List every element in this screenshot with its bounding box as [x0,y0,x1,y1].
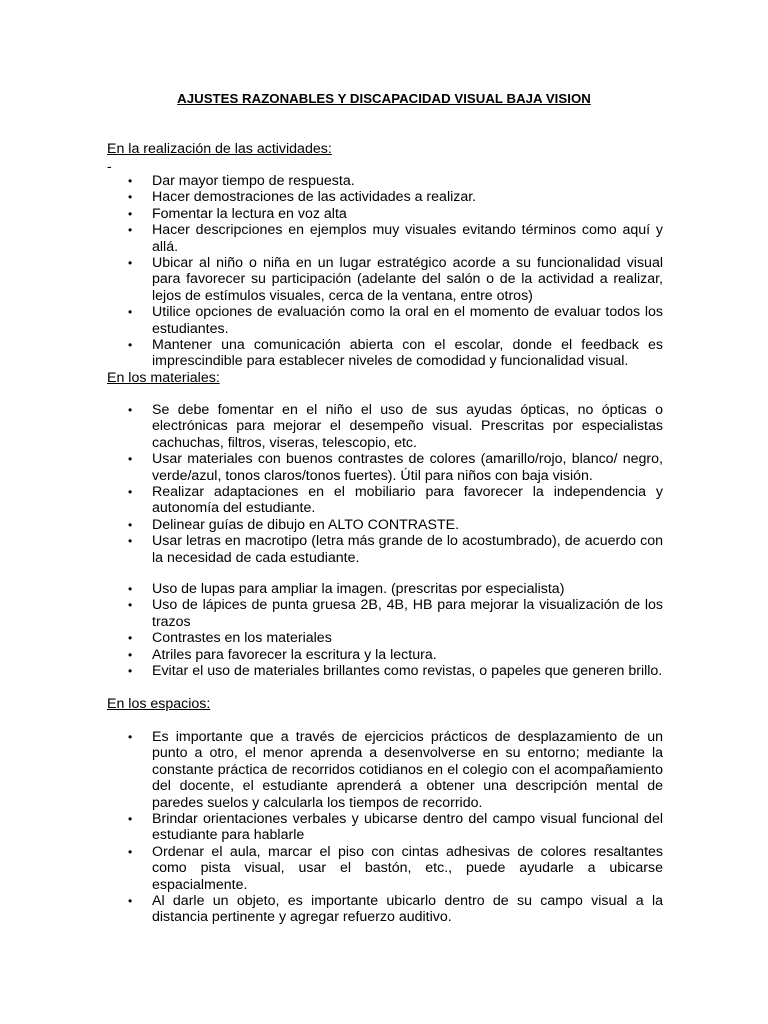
list-item: • Hacer demostraciones de las actividades a realizar. [128,189,477,206]
list-actividades-container [107,173,663,370]
bullet-icon: • [128,452,133,467]
list-item: • Usar letras en macrotipo (letra más grande de lo acostumbrado), de acuerdo con la necesidad de cada estudiante. [128,533,663,566]
list-item: • Brindar orientaciones verbales y ubicarse dentro del campo visual funcional del estudiante para hablarle [128,811,663,844]
list-item: • Uso de lupas para ampliar la imagen. (prescritas por especialista) [128,581,565,597]
bullet-icon: • [128,812,133,827]
section-heading-actividades: En la realización de las actividades: [107,141,332,157]
list-actividades [107,173,663,370]
bullet-icon: • [128,403,133,417]
list-espacios [107,729,663,926]
bullet-icon: • [128,305,133,320]
section-espacios [107,696,663,713]
list-materiales-2-container [107,581,663,679]
bullet-icon: • [128,190,133,205]
bullet-icon: • [128,582,133,596]
section-materiales [107,370,663,387]
bullet-icon: • [128,174,133,188]
list-item: • Realizar adaptaciones en el mobiliario para favorecer la independencia y autonomía del estudiante. [128,484,663,517]
bullet-icon: • [128,256,133,271]
section-heading-espacios: En los espacios: [107,696,211,712]
section-actividades [107,141,663,158]
list-item: • Evitar el uso de materiales brillantes como revistas, o papeles que generen brillo. [128,663,663,680]
bullet-icon: • [128,534,133,549]
bullet-icon: • [128,647,133,662]
list-item: • Contrastes en los materiales [128,630,332,647]
list-materiales [107,402,663,566]
bullet-icon: • [128,223,133,238]
list-item: • Mantener una comunicación abierta con el escolar, donde el feedback es imprescindible para establecer niveles de comodidad y funcionalidad visual. [128,337,663,370]
document-title: AJUSTES RAZONABLES Y DISCAPACIDAD VISUAL BAJA VISION [177,91,591,106]
list-item: • Utilice opciones de evaluación como la oral en el momento de evaluar todos los estudiantes. [128,304,663,337]
bullet-icon: • [128,631,133,646]
stray-mark: - [107,158,112,174]
bullet-icon: • [128,206,133,221]
list-espacios-container [107,729,663,926]
list-item: • Uso de lápices de punta gruesa 2B, 4B, HB para mejorar la visualización de los trazos [128,597,663,630]
bullet-icon: • [128,730,133,744]
bullet-icon: • [128,894,133,909]
list-item: • Ubicar al niño o niña en un lugar estratégico acorde a su funcionalidad visual para favorecer su participación (adelante del salón o de la actividad a realizar, lejos de estímulos visuales, cerca de la ventana, entre otros) [128,255,663,304]
list-item: • Ordenar el aula, marcar el piso con cintas adhesivas de colores resaltantes como pista visual, usar el bastón, etc., puede ayudarle a ubicarse espacialmente. [128,843,663,893]
bullet-icon: • [128,664,133,679]
list-materiales-container [107,402,663,566]
bullet-icon: • [128,517,133,532]
list-materiales-2 [107,581,663,679]
list-item: • Fomentar la lectura en voz alta [128,205,347,222]
list-item: • Delinear guías de dibujo en ALTO CONTRASTE. [128,516,460,533]
bullet-icon: • [128,485,133,500]
bullet-icon: • [128,598,133,613]
bullet-icon: • [128,844,133,859]
list-item: • Atriles para favorecer la escritura y la lectura. [128,646,437,663]
list-item: • Es importante que a través de ejercicios prácticos de desplazamiento de un punto a otro, el menor aprenda a desenvolverse en su entorno; mediante la constante práctica de recorridos cotidianos en el colegio con el acompañamiento del docente, el estudiante aprenderá a obtener una descripción mental de paredes suelos y calcularla los tiempos de recorrido. [128,729,663,811]
bullet-icon: • [128,338,133,353]
list-item: • Usar materiales con buenos contrastes de colores (amarillo/rojo, blanco/ negro, verde/azul, tonos claros/tonos fuertes). Útil para niños con baja visión. [128,451,663,484]
list-item: • Se debe fomentar en el niño el uso de sus ayudas ópticas, no ópticas o electrónicas para mejorar el desempeño visual. Prescritas por especialistas cachuchas, filtros, viseras, telescopio, etc. [128,402,663,451]
list-item: • Hacer descripciones en ejemplos muy visuales evitando términos como aquí y allá. [128,222,663,255]
list-item: • Al darle un objeto, es importante ubicarlo dentro de su campo visual a la distancia pertinente y agregar refuerzo auditivo. [128,893,663,926]
section-heading-materiales: En los materiales: [107,370,220,386]
list-item: • Dar mayor tiempo de respuesta. [128,173,355,189]
